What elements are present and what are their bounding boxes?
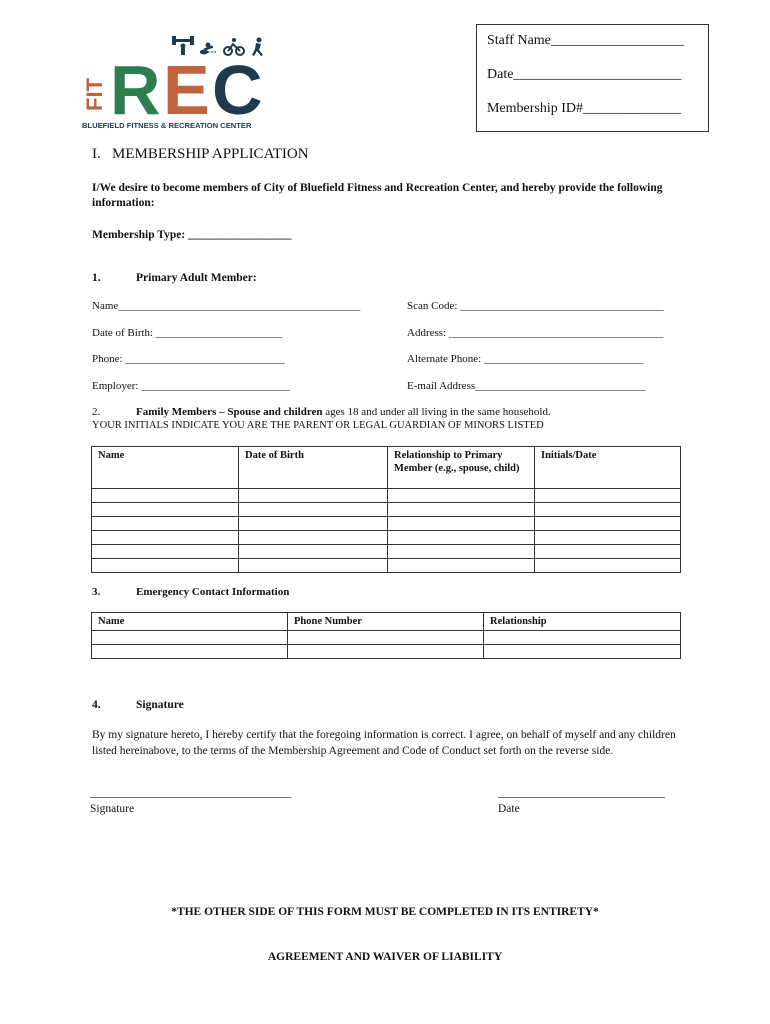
table-row bbox=[92, 631, 681, 645]
family-members-table bbox=[91, 446, 681, 573]
scan-code-field[interactable]: Scan Code: _____________________________________ bbox=[407, 300, 664, 312]
name-field[interactable]: Name____________________________________________ bbox=[92, 300, 361, 312]
table-row bbox=[92, 545, 681, 559]
section1-title: Primary Adult Member: bbox=[136, 272, 257, 284]
rec-wordmark-c: C bbox=[212, 51, 263, 129]
page-title: I. MEMBERSHIP APPLICATION bbox=[92, 146, 309, 162]
intro-text: I/We desire to become members of City of Bluefield Fitness and Recreation Center, and hereby provide the following information: bbox=[92, 182, 663, 209]
emergency-header-relationship: Relationship bbox=[484, 613, 681, 631]
section2-heading bbox=[136, 406, 551, 418]
phone-field[interactable]: Phone: _____________________________ bbox=[92, 353, 285, 365]
section1-number: 1. bbox=[92, 272, 101, 284]
logo-tagline: BLUEFIELD FITNESS & RECREATION CENTER bbox=[82, 121, 252, 130]
family-header-name: Name bbox=[92, 447, 239, 489]
emergency-header-phone: Phone Number bbox=[288, 613, 484, 631]
email-field[interactable]: E-mail Address_______________________________ bbox=[407, 380, 646, 392]
date-label: Date bbox=[498, 803, 520, 815]
family-header-dob: Date of Birth bbox=[239, 447, 388, 489]
family-header-initials: Initials/Date bbox=[535, 447, 681, 489]
membership-type-field[interactable]: Membership Type: __________________ bbox=[92, 229, 292, 241]
certification-paragraph: By my signature hereto, I hereby certify that the foregoing information is correct. I agree, on behalf of myself and any children listed hereinabove, to the terms of the Membership Agreement and Code of Conduct set forth on the reverse side. bbox=[92, 729, 676, 757]
dob-field[interactable]: Date of Birth: _______________________ bbox=[92, 327, 283, 339]
fit-wordmark: FIT bbox=[82, 78, 107, 111]
section4-number: 4. bbox=[92, 699, 101, 711]
table-row bbox=[92, 531, 681, 545]
guardian-note: YOUR INITIALS INDICATE YOU ARE THE PARENT OR LEGAL GUARDIAN OF MINORS LISTED bbox=[92, 420, 544, 431]
table-row bbox=[92, 489, 681, 503]
section3-number: 3. bbox=[92, 586, 101, 598]
section2-title: Family Members – Spouse and children bbox=[136, 406, 323, 418]
section3-title: Emergency Contact Information bbox=[136, 586, 290, 598]
signature-line[interactable]: ___________________________________ bbox=[90, 787, 292, 799]
table-row bbox=[92, 517, 681, 531]
emergency-contact-table bbox=[91, 612, 681, 659]
completion-notice: *THE OTHER SIDE OF THIS FORM MUST BE COMPLETED IN ITS ENTIRETY* bbox=[171, 906, 599, 918]
section4-title: Signature bbox=[136, 699, 184, 711]
family-header-relationship: Relationship to Primary Member (e.g., spouse, child) bbox=[388, 447, 535, 489]
rec-wordmark-e: E bbox=[163, 51, 210, 129]
membership-id-field[interactable]: Membership ID#______________ bbox=[487, 101, 682, 116]
address-field[interactable]: Address: _______________________________________ bbox=[407, 327, 664, 339]
section2-number: 2. bbox=[92, 406, 101, 418]
fitrec-logo bbox=[80, 36, 270, 131]
staff-name-field[interactable]: Staff Name___________________ bbox=[487, 33, 684, 48]
employer-field[interactable]: Employer: ___________________________ bbox=[92, 380, 290, 392]
section2-title-rest: ages 18 and under all living in the same household. bbox=[322, 406, 551, 418]
emergency-header-name: Name bbox=[92, 613, 288, 631]
signature-label: Signature bbox=[90, 803, 135, 815]
table-row bbox=[92, 645, 681, 659]
alt-phone-field[interactable]: Alternate Phone: _____________________________ bbox=[407, 353, 644, 365]
table-row bbox=[92, 503, 681, 517]
date-line[interactable]: _____________________________ bbox=[498, 787, 665, 799]
table-row bbox=[92, 559, 681, 573]
staff-info-box bbox=[476, 24, 709, 132]
waiver-heading: AGREEMENT AND WAIVER OF LIABILITY bbox=[267, 951, 503, 963]
staff-date-field[interactable]: Date________________________ bbox=[487, 67, 682, 82]
rec-wordmark-r: R bbox=[110, 51, 161, 129]
